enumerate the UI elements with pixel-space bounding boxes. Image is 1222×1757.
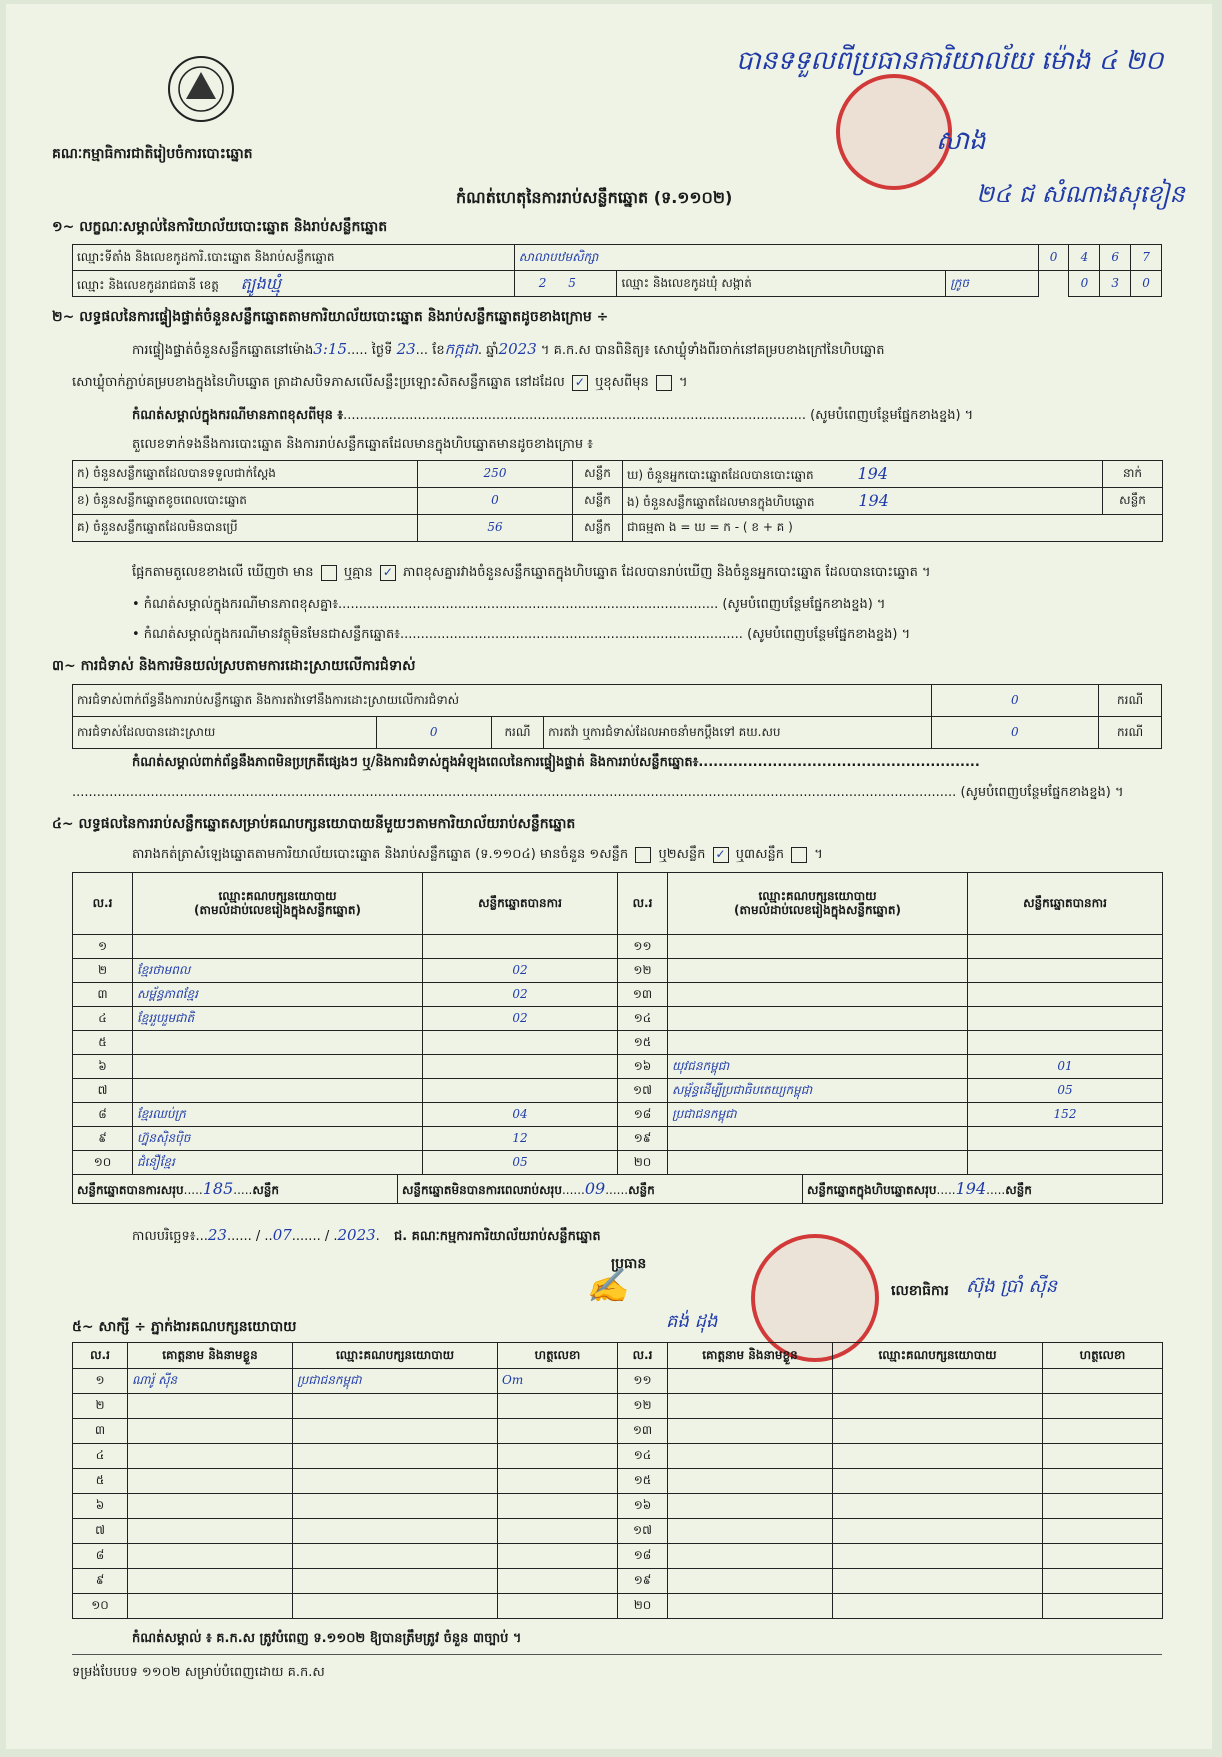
witness-name [128, 1469, 293, 1494]
witness-party [293, 1519, 498, 1544]
section5-title: ៥~ សាក្សី ÷ ភ្នាក់ងារគណបក្សនយោបាយ [72, 1319, 297, 1335]
witness-party: ប្រជាជនកម្ពុជា [293, 1369, 498, 1394]
result-row [73, 1055, 1163, 1079]
check-month: កក្កដា [444, 340, 478, 358]
witness-party [293, 1494, 498, 1519]
result-row [73, 1151, 1163, 1175]
authority-name: គណៈកម្មាធិការជាតិរៀបចំការបោះឆ្នោត [52, 146, 253, 162]
section3-note: កំណត់សម្គាល់ពាក់ព័ន្ធនឹងភាពមិនប្រក្រតីផ្សេងៗ ឬ/និងការជំទាស់ក្នុងអំឡុងពេលនៃការផ្ទៀងផ្ទាត់ និងការរាប់សន្លឹកឆ្នោត៖......................................................... [132, 755, 980, 770]
section2-paragraph2: សោឃ្លុំចាក់ភ្ជាប់គម្របខាងក្នុងនៃហិបឆ្នោត ត្រាដាសបិទភាសលើសន្លឹះប្រឡោះសិតសន្លឹកឆ្នោត នៅដដែល ✓ ឬខុសពីមុន ។ [72, 374, 688, 390]
witness-number: ៩ [73, 1569, 128, 1594]
witness-name [668, 1544, 833, 1569]
party-name: សម្ព័ន្ធភាពខ្មែរ [133, 983, 423, 1007]
form-title: កំណត់ហេតុនៃការរាប់សន្លឹកឆ្នោត (ទ.១១០២) [456, 188, 733, 207]
witness-row [73, 1519, 1163, 1544]
party-number: ១៩ [618, 1127, 668, 1151]
witness-party [293, 1594, 498, 1619]
party-votes: 04 [423, 1103, 618, 1127]
province-label: ឈ្មោះ និងលេខកូដរាជធានី ខេត្ត [77, 277, 219, 292]
witness-number: ១១ [618, 1369, 668, 1394]
party-votes [968, 1127, 1163, 1151]
footnote: កំណត់សម្គាល់ ៖ គ.ក.ស ត្រូវបំពេញ ទ.១១០២ ឱ្យបានត្រឹមត្រូវ ចំនួន ៣ច្បាប់ ។ [132, 1631, 522, 1646]
objections-value: 0 [931, 685, 1099, 717]
party-number: ២០ [618, 1151, 668, 1175]
result-row [73, 1103, 1163, 1127]
results-table: ល.រ ឈ្មោះគណបក្សនយោបាយ (តាមលំដាប់លេខរៀងក្នុងសន្លឹកឆ្នោត) សន្លឹកឆ្នោតបានការ ល.រ ឈ្មោះគណបក្សនយោបាយ (តាមលំដាប់លេខរៀងក្នុងសន្លឹកឆ្នោត) សន្លឹកឆ្នោតបានការ ១ ១១ ២ ខ្មែរថាមពល 02 ១២ ៣ សម្ព័ន្ធភាពខ្មែរ 02 ១៣ ៤ ខ្មែររួបរួមជាតិ 02 ១៤ ៥ ១៥ ៦ ១៦ យុវជនកម្ពុជា 01 ៧ ១៧ សម្ព័ន្ធដើម្បីប្រជាធិបតេយ្យកម្ពុជា 05 ៨ ខ្មែរឈប់ក្រ 04 ១៨ ប្រជាជនកម្ពុជា 152 ៩ ហ្វ៊ុនស៊ិនប៉ិច 12 ១៩ ១០ ជំនឿខ្មែរ 05 ២០ សន្លឹកឆ្នោតបានការសរុប.....185.....សន្លឹក សន្លឹកឆ្នោតមិនបានការពេលរាប់សរុប......09......សន្លឹក សន្លឹកឆ្នោតក្នុងហិបឆ្នោតសរុប.....194.....សន្លឹក [72, 872, 1163, 1204]
witness-name [668, 1569, 833, 1594]
party-number: ១ [73, 935, 133, 959]
check-time: 3:15 [313, 340, 347, 358]
result-row [73, 1031, 1163, 1055]
section2-paragraph3: ផ្អែកតាមតួលេខខាងលើ ឃើញថា មាន ឬគ្មាន ✓ ភាពខុសគ្នារវាងចំនួនសន្លឹកឆ្នោតក្នុងហិបឆ្នោត ដែលបានរាប់ឃើញ និងចំនួនអ្នកបោះឆ្នោត ដែលបានបោះឆ្នោត ។ [132, 564, 931, 580]
party-name [668, 1127, 968, 1151]
result-row [73, 1079, 1163, 1103]
party-number: ១៤ [618, 1007, 668, 1031]
party-name [133, 935, 423, 959]
party-number: ១៦ [618, 1055, 668, 1079]
commune-name-value: ក្រូច [946, 271, 1038, 297]
witness-signature [1043, 1544, 1163, 1569]
witness-name [128, 1444, 293, 1469]
total-valid-value: 185 [202, 1179, 234, 1198]
no-difference-checkbox[interactable]: ✓ [380, 565, 396, 581]
witness-signature [1043, 1419, 1163, 1444]
witness-number: ១៦ [618, 1494, 668, 1519]
witness-name [668, 1594, 833, 1619]
section1-title: ១~ លក្ខណៈសម្គាល់នៃការិយាល័យបោះឆ្នោត និងរាប់សន្លឹកឆ្នោត [52, 219, 388, 235]
witness-party [833, 1594, 1043, 1619]
party-votes [423, 1031, 618, 1055]
witness-signature [498, 1394, 618, 1419]
nec-emblem-icon [166, 54, 236, 124]
witness-signature [1043, 1594, 1163, 1619]
check-day: 23 [396, 340, 416, 358]
witness-party [833, 1394, 1043, 1419]
received-ballots-label: ក) ចំនួនសន្លឹកឆ្នោតដែលបានទទួលជាក់ស្តែង [73, 461, 418, 488]
witness-signature [498, 1519, 618, 1544]
appeals-label: ការតវ៉ា ឬការជំទាស់ដែលអាចនាំមកប្តឹងទៅ គឃ.សប [544, 717, 931, 749]
party-votes: 01 [968, 1055, 1163, 1079]
witness-number: ៨ [73, 1544, 128, 1569]
party-number: ២ [73, 959, 133, 983]
witness-number: ១០ [73, 1594, 128, 1619]
witness-signature [498, 1569, 618, 1594]
witness-party [833, 1494, 1043, 1519]
location-code-digit: 7 [1131, 245, 1162, 271]
party-number: ១៥ [618, 1031, 668, 1055]
handwritten-receiver: ២៤ ជ សំណាងសុខៀន [976, 180, 1185, 208]
province-code-digit: 2 [538, 275, 547, 290]
section4-intro: តារាងកត់ត្រាសំឡេងឆ្នោតតាមការិយាល័យបោះឆ្នោត និងរាប់សន្លឹកឆ្នោត (ទ.១១០៤) មានចំនួន ១សន្លឹក ឬ២សន្លឹក ✓ ឬ៣សន្លឹក ។ [132, 846, 823, 862]
section2-title: ២~ លទ្ធផលនៃការផ្ទៀងផ្ទាត់ចំនួនសន្លឹកឆ្នោតតាមការិយាល័យបោះឆ្នោត និងរាប់សន្លឹកឆ្នោតដូចខាងក្រោម ÷ [52, 309, 609, 325]
witness-name [668, 1519, 833, 1544]
witness-row [73, 1569, 1163, 1594]
party-votes: 05 [423, 1151, 618, 1175]
witness-name [128, 1494, 293, 1519]
party-name: ខ្មែរថាមពល [133, 959, 423, 983]
location-code-digit: 4 [1069, 245, 1100, 271]
witness-signature: Om [498, 1369, 618, 1394]
chair-label: ប្រធាន [611, 1256, 647, 1272]
witness-number: ២ [73, 1394, 128, 1419]
section2-note1: កំណត់សម្គាល់ក្នុងករណីមានភាពខុសពីមុន ៖................................................................................................................ (សូមបំពេញបន្ថែមផ្នែកខាងខ្នង) ។ [132, 408, 974, 423]
result-row [73, 959, 1163, 983]
date-month: 07 [272, 1226, 292, 1244]
party-name [668, 1031, 968, 1055]
party-name [133, 1031, 423, 1055]
party-name [133, 1055, 423, 1079]
party-number: ៣ [73, 983, 133, 1007]
witness-name [668, 1419, 833, 1444]
witness-party [833, 1544, 1043, 1569]
witness-signature [498, 1419, 618, 1444]
witness-number: ១៥ [618, 1469, 668, 1494]
party-number: ១៣ [618, 983, 668, 1007]
party-votes [423, 935, 618, 959]
party-number: ១០ [73, 1151, 133, 1175]
witness-number: ១២ [618, 1394, 668, 1419]
witness-party [293, 1419, 498, 1444]
date-year: 2023 [337, 1226, 376, 1244]
form-sheet [6, 4, 1212, 1749]
location-code-digit: 0 [1038, 245, 1069, 271]
resolved-value: 0 [376, 717, 491, 749]
witness-name: ណារ៉ូ ស៊ីន [128, 1369, 293, 1394]
commune-code-digit: 0 [1131, 271, 1162, 297]
different-checkbox[interactable] [656, 375, 672, 391]
handwritten-signature: សាង [936, 126, 986, 156]
party-number: ៨ [73, 1103, 133, 1127]
party-number: ១៨ [618, 1103, 668, 1127]
footer-form-note: ទម្រង់បែបបទ ១១០២ សម្រាប់បំពេញដោយ គ.ក.ស [72, 1665, 325, 1680]
section3-note-fill: ...................................................................................................................................................................................................................... (សូមបំពេញបន្ថែមផ្នែកខាងខ្នង) ។ [72, 785, 1124, 800]
witness-table: ល.រ គោត្តនាម និងនាមខ្លួន ឈ្មោះគណបក្សនយោបាយ ហត្ថលេខា ល.រ គោត្តនាម និងនាមខ្លួន ឈ្មោះគណបក្សនយោបាយ ហត្ថលេខា ១ ណារ៉ូ ស៊ីន ប្រជាជនកម្ពុជា Om ១១ ២ ១២ ៣ ១៣ ៤ ១៤ ៥ ១៥ ៦ ១៦ ៧ ១៧ ៨ ១៨ ៩ ១៩ ១០ ២០ [72, 1342, 1163, 1619]
witness-name [668, 1444, 833, 1469]
party-name: ខ្មែររួបរួមជាតិ [133, 1007, 423, 1031]
witness-party [833, 1369, 1043, 1394]
witness-number: ១៧ [618, 1519, 668, 1544]
witness-number: ១ [73, 1369, 128, 1394]
party-name: យុវជនកម្ពុជា [668, 1055, 968, 1079]
witness-number: ១៤ [618, 1444, 668, 1469]
witness-name [668, 1469, 833, 1494]
witness-number: ១៩ [618, 1569, 668, 1594]
unused-ballots-value: 56 [418, 515, 573, 542]
party-name: ខ្មែរឈប់ក្រ [133, 1103, 423, 1127]
party-votes: 152 [968, 1103, 1163, 1127]
spoiled-ballots-value: 0 [418, 488, 573, 515]
section3-table: ការជំទាស់ពាក់ព័ន្ធនឹងការរាប់សន្លឹកឆ្នោត និងការតវ៉ាទៅនឹងការដោះស្រាយលើការជំទាស់ 0 ករណី ការជំទាស់ដែលបានដោះស្រាយ 0 ករណី ការតវ៉ា ឬការជំទាស់ដែលអាចនាំមកប្តឹងទៅ គឃ.សប 0 ករណី [72, 684, 1162, 749]
party-votes [423, 1079, 618, 1103]
province-code-digit: 5 [568, 275, 576, 290]
witness-party [833, 1569, 1043, 1594]
commune-code-digit: 3 [1100, 271, 1131, 297]
result-row [73, 935, 1163, 959]
witness-party [833, 1419, 1043, 1444]
one-sheet-checkbox[interactable] [635, 847, 651, 863]
date-line: កាលបរិច្ឆេទ៖...23...... / ..07....... / .2023. ជ. គណៈកម្មការការិយាល័យរាប់សន្លឹកឆ្នោត [132, 1226, 601, 1244]
witness-number: ៧ [73, 1519, 128, 1544]
footer-divider [72, 1654, 1162, 1655]
witness-party [833, 1444, 1043, 1469]
witness-number: ៥ [73, 1469, 128, 1494]
witness-signature [498, 1469, 618, 1494]
party-name [668, 983, 968, 1007]
same-as-before-checkbox[interactable]: ✓ [572, 375, 588, 391]
party-number: ៦ [73, 1055, 133, 1079]
witness-number: ៦ [73, 1494, 128, 1519]
date-day: 23 [207, 1226, 227, 1244]
voters-label: ឃ) ចំនួនអ្នកបោះឆ្នោតដែលបានបោះឆ្នោត [627, 468, 814, 483]
province-name-value: ត្បូងឃ្មុំ [240, 273, 281, 293]
witness-name [128, 1394, 293, 1419]
unused-ballots-label: គ) ចំនួនសន្លឹកឆ្នោតដែលមិនបានប្រើ [73, 515, 418, 542]
party-name: ប្រជាជនកម្ពុជា [668, 1103, 968, 1127]
witness-row [73, 1594, 1163, 1619]
chair-name: គង់ ដុង [666, 1311, 718, 1332]
handwritten-received-note: បានទទួលពីប្រធានការិយាល័យ ម៉ោង ៤ ២០ [736, 46, 1164, 76]
party-votes [968, 959, 1163, 983]
party-votes: 02 [423, 959, 618, 983]
party-number: ៧ [73, 1079, 133, 1103]
witness-name [128, 1419, 293, 1444]
witness-number: ២០ [618, 1594, 668, 1619]
party-name: ជំនឿខ្មែរ [133, 1151, 423, 1175]
witness-party [293, 1469, 498, 1494]
section2-bullet2: • កំណត់សម្គាល់ក្នុងករណីមានវត្ថុមិនមែនជាសន្លឹកឆ្នោត៖................................................................................... (សូមបំពេញបន្ថែមផ្នែកខាងខ្នង) ។ [132, 627, 911, 642]
witness-party [833, 1519, 1043, 1544]
witness-name [128, 1544, 293, 1569]
witness-signature [1043, 1494, 1163, 1519]
party-number: ៥ [73, 1031, 133, 1055]
formula: ជាធម្មតា ង = ឃ = ក - ( ខ + គ ) [623, 515, 1163, 542]
party-number: ៩ [73, 1127, 133, 1151]
voters-value: 194 [857, 464, 888, 484]
party-votes [968, 983, 1163, 1007]
total-box-value: 194 [955, 1179, 987, 1198]
location-code-digit: 6 [1100, 245, 1131, 271]
party-number: ១២ [618, 959, 668, 983]
party-votes: 02 [423, 1007, 618, 1031]
party-name [668, 1007, 968, 1031]
witness-signature [498, 1544, 618, 1569]
witness-signature [1043, 1569, 1163, 1594]
witness-party [293, 1544, 498, 1569]
appeals-value: 0 [931, 717, 1099, 749]
secretary-label: លេខាធិការ [891, 1283, 949, 1299]
total-invalid-value: 09 [584, 1179, 606, 1198]
party-name [668, 959, 968, 983]
witness-row [73, 1494, 1163, 1519]
witness-row [73, 1469, 1163, 1494]
party-name [668, 935, 968, 959]
party-votes [968, 1007, 1163, 1031]
party-number: ១៧ [618, 1079, 668, 1103]
objections-label: ការជំទាស់ពាក់ព័ន្ធនឹងការរាប់សន្លឹកឆ្នោត និងការតវ៉ាទៅនឹងការដោះស្រាយលើការជំទាស់ [73, 685, 932, 717]
received-seal [836, 74, 952, 190]
witness-row [73, 1419, 1163, 1444]
witness-row [73, 1444, 1163, 1469]
secretary-name: ស៊ុង ប្រាំ ស៊ីន [966, 1276, 1058, 1297]
result-row [73, 983, 1163, 1007]
section2-intro: តួលេខទាក់ទងនឹងការបោះឆ្នោត និងការរាប់សន្លឹកឆ្នោតដែលមានក្នុងហិបឆ្នោតមានដូចខាងក្រោម ៖ [132, 437, 593, 452]
resolved-label: ការជំទាស់ដែលបានដោះស្រាយ [73, 717, 377, 749]
witness-name [668, 1494, 833, 1519]
witness-signature [498, 1594, 618, 1619]
witness-number: ៣ [73, 1419, 128, 1444]
section2-figures-table: ក) ចំនួនសន្លឹកឆ្នោតដែលបានទទួលជាក់ស្តែង 250 សន្លឹក ឃ) ចំនួនអ្នកបោះឆ្នោតដែលបានបោះឆ្នោត 194 នាក់ ខ) ចំនួនសន្លឹកឆ្នោតខូចពេលបោះឆ្នោត 0 សន្លឹក ង) ចំនួនសន្លឹកឆ្នោតដែលមានក្នុងហិបឆ្នោត 194 សន្លឹក គ) ចំនួនសន្លឹកឆ្នោតដែលមិនបានប្រើ 56 សន្លឹក ជាធម្មតា ង = ឃ = ក - ( ខ + គ ) [72, 460, 1163, 542]
three-sheets-checkbox[interactable] [791, 847, 807, 863]
party-votes: 05 [968, 1079, 1163, 1103]
commune-code-digit: 0 [1069, 271, 1100, 297]
witness-signature [1043, 1519, 1163, 1544]
party-votes [968, 1151, 1163, 1175]
chair-signature: ✍ [586, 1266, 629, 1306]
result-row [73, 1127, 1163, 1151]
party-votes [423, 1055, 618, 1079]
witness-party [833, 1469, 1043, 1494]
location-name-value: សាលាបឋមសិក្សា [514, 245, 1038, 271]
witness-name [128, 1594, 293, 1619]
witness-party [293, 1444, 498, 1469]
party-name [668, 1151, 968, 1175]
party-number: ១១ [618, 935, 668, 959]
party-number: ៤ [73, 1007, 133, 1031]
section4-title: ៤~ លទ្ធផលនៃការរាប់សន្លឹកឆ្នោតសម្រាប់គណបក្សនយោបាយនីមួយៗតាមការិយាល័យរាប់សន្លឹកឆ្នោត [52, 816, 576, 832]
box-ballots-label: ង) ចំនួនសន្លឹកឆ្នោតដែលមានក្នុងហិបឆ្នោត [627, 495, 815, 510]
received-ballots-value: 250 [418, 461, 573, 488]
witness-signature [498, 1444, 618, 1469]
witness-row [73, 1394, 1163, 1419]
witness-signature [1043, 1444, 1163, 1469]
witness-number: ១៨ [618, 1544, 668, 1569]
party-votes: 02 [423, 983, 618, 1007]
witness-signature [1043, 1369, 1163, 1394]
witness-name [128, 1519, 293, 1544]
two-sheets-checkbox[interactable]: ✓ [713, 847, 729, 863]
witness-number: ៤ [73, 1444, 128, 1469]
section3-title: ៣~ ការជំទាស់ និងការមិនយល់ស្របតាមការដោះស្រាយលើការជំទាស់ [52, 658, 416, 674]
check-year: 2023 [498, 340, 537, 358]
party-name: សម្ព័ន្ធដើម្បីប្រជាធិបតេយ្យកម្ពុជា [668, 1079, 968, 1103]
box-ballots-value: 194 [858, 491, 889, 511]
section1-table [72, 244, 1162, 297]
witness-name [128, 1569, 293, 1594]
spoiled-ballots-label: ខ) ចំនួនសន្លឹកឆ្នោតខូចពេលបោះឆ្នោត [73, 488, 418, 515]
witness-signature [498, 1494, 618, 1519]
party-votes: 12 [423, 1127, 618, 1151]
witness-row [73, 1369, 1163, 1394]
result-row [73, 1007, 1163, 1031]
party-name [133, 1079, 423, 1103]
section2-bullet1: • កំណត់សម្គាល់ក្នុងករណីមានភាពខុសគ្នា៖............................................................................................ (សូមបំពេញបន្ថែមផ្នែកខាងខ្នង) ។ [132, 597, 886, 612]
witness-row [73, 1544, 1163, 1569]
party-votes [968, 1031, 1163, 1055]
witness-party [293, 1394, 498, 1419]
witness-name [668, 1369, 833, 1394]
location-label: ឈ្មោះទីតាំង និងលេខកូដការិ.បោះឆ្នោត និងរាប់សន្លឹកឆ្នោត [73, 245, 515, 271]
commune-label: ឈ្មោះ និងលេខកូដឃុំ សង្កាត់ [617, 271, 946, 297]
witness-party [293, 1569, 498, 1594]
witness-name [668, 1394, 833, 1419]
party-votes [968, 935, 1163, 959]
totals-row: សន្លឹកឆ្នោតបានការសរុប.....185.....សន្លឹក សន្លឹកឆ្នោតមិនបានការពេលរាប់សរុប......09......សន្លឹក សន្លឹកឆ្នោតក្នុងហិបឆ្នោតសរុប.....194.....សន្លឹក [73, 1175, 1162, 1203]
section2-paragraph1: ការផ្ទៀងផ្ទាត់ចំនួនសន្លឹកឆ្នោតនៅម៉ោង3:15..... ថ្ងៃទី 23... ខែកក្កដា. ឆ្នាំ2023 ។ គ.ក.ស បានពិនិត្យ៖ សោឃ្លុំទាំងពីរចាក់នៅគម្របខាងក្រៅនៃហិបឆ្នោត [132, 340, 885, 358]
witness-signature [1043, 1394, 1163, 1419]
witness-signature [1043, 1469, 1163, 1494]
has-difference-checkbox[interactable] [321, 565, 337, 581]
party-name: ហ្វ៊ុនស៊ិនប៉ិច [133, 1127, 423, 1151]
witness-number: ១៣ [618, 1419, 668, 1444]
